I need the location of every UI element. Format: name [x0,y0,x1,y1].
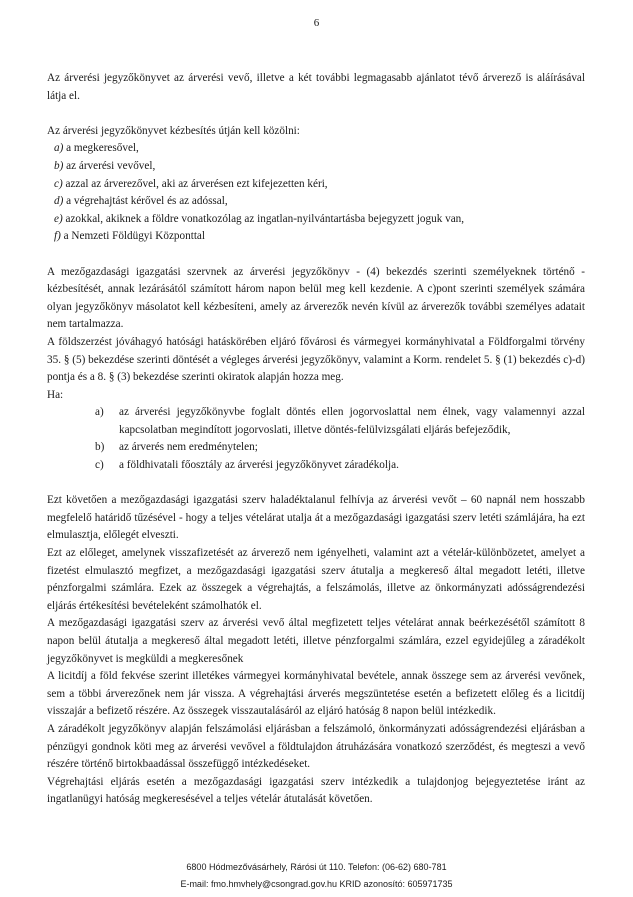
list-marker: b) [54,159,64,172]
list-marker: a) [54,142,64,155]
paragraph-payment-call: Ezt követően a mezőgazdasági igazgatási szerv haladéktalanul felhívja az árverési vevőt – 60 napnál nem hosszabb megfelelő határidő tűzésével - hogy a teljes vételárat utalja át a mezőgazdasági igazgatási szerv letéti számlájára, ha ezt elmulasztja, előlegét elveszti. [47,494,585,542]
list-marker: d) [54,195,64,208]
condition-text: az árverési jegyzőkönyvbe foglalt döntés ellen jogorvoslattal nem élnek, vagy valamennyi azzal kapcsolatban megindított jogorvoslati, illetve döntés-felülvizsgálati eljárás befejeződik, [119,406,585,436]
page-number: 6 [313,17,320,29]
list-item [47,228,585,246]
condition-item [95,439,585,457]
list-item [47,211,585,229]
paragraph-contract: A záradékolt jegyzőkönyv alapján felszámolási eljárásban a felszámoló, önkormányzati adósságrendezési eljárásban a pénzügyi gondnok köti meg az árverési vevővel a földtulajdon átruházására vonatkozó szerződést, és megteszi a vevő részére történő birtokbaadással összefüggő intézkedéseket. [47,722,585,771]
footer-address: 6800 Hódmezővásárhely, Rárósi út 110. Telefon: (06-62) 680-781 [186,862,447,872]
paragraph-signature: Az árverési jegyzőkönyvet az árverési vevő, illetve a két további legmagasabb ajánlatot tévő árverező is aláírásával látja el. [47,72,585,102]
condition-item [95,404,585,439]
paragraph-bid-fee: A licitdíj a föld fekvése szerint illetékes vármegyei kormányhivatal bevétele, annak összege sem az árverési vevőnek, sem a többi árverezőnek nem jár vissza. A végrehajtási árverés megszüntetése esetén a befizetett előleg és a licitdíj visszajár a befizető részére. Az összegek visszautalásáról az eljáró hatóság 8 napon belül intézkedik. [47,670,585,718]
list-item [47,140,585,158]
condition-list [47,404,585,474]
paragraph-delivery-deadline: A mezőgazdasági igazgatási szervnek az árverési jegyzőkönyv - (4) bekezdés szerinti személyeknek történő - kézbesítését, annak lezárásától számított három napon belül meg kell kezdenie. A c)pont szerinti személyek számára olyan jegyzőkönyv másolatot kell kézbesíteni, amely az árverezők nevén kívül az árverezők további személyes adatait nem tartalmazza. [47,265,585,331]
paragraph-authority-decision: A földszerzést jóváhagyó hatósági hatáskörében eljáró fővárosi és vármegyei kormányhivatal a Földforgalmi törvény 35. § (5) bekezdése szerinti döntését a végleges árverési jegyzőkönyv, valamint a Korm. rendelet 5. § (1) bekezdés c)-d) pontja és a 8. § (3) bekezdése szerinti okiratok alapján hozza meg. [47,335,585,384]
list-marker: f) [54,230,61,243]
delivery-list [47,140,585,246]
list-marker: e) [54,212,63,225]
list-item-text: azokkal, akiknek a földre vonatkozólag az ingatlan-nyilvántartásba bejegyzett joguk van, [65,212,465,225]
list-item-text: a Nemzeti Földügyi Központtal [63,230,206,243]
list-item-text: a végrehajtást kérővel és az adóssal, [66,195,228,208]
condition-marker: c) [95,459,104,472]
condition-marker: b) [95,441,105,454]
paragraph-delivery-intro: Az árverési jegyzőkönyvet kézbesítés útján kell közölni: [47,124,300,137]
list-item [47,176,585,194]
condition-marker: a) [95,406,104,419]
list-marker: c) [54,177,63,190]
paragraph-deposit: Ezt az előleget, amelynek visszafizetését az árverező nem igényelheti, valamint azt a vételár-különbözetet, amelyet a fizetést elmulasztó megfizet, a mezőgazdasági igazgatási szerv átutalja a megkereső által megadott letéti, illetve pénzforgalmi számlára. Ezek az összegek a végrehajtás, a felszámolás, illetve az önkormányzati adósságrendezési eljárás értékesítési bevételeként számolhatók el. [47,547,585,612]
list-item-text: az árverési vevővel, [66,159,156,172]
list-item [47,158,585,176]
paragraph-enforcement: Végrehajtási eljárás esetén a mezőgazdasági igazgatási szerv intézkedik a tulajdonjog bejegyeztetése iránt az ingatlanügyi hatóság megkeresésével a teljes vételár átutalását követően. [47,775,585,806]
document-body [47,70,585,809]
footer-contact: E-mail: fmo.hmvhely@csongrad.gov.hu KRID azonosító: 605971735 [180,879,453,889]
list-item-text: azzal az árverezővel, aki az árverésen ezt kifejezetten kéri, [65,177,328,190]
condition-text: az árverés nem eredménytelen; [119,441,258,454]
list-item-text: a megkeresővel, [66,142,139,155]
paragraph-if: Ha: [47,388,64,401]
condition-item [95,457,585,475]
list-item [47,193,585,211]
condition-text: a földhivatali főosztály az árverési jegyzőkönyvet záradékolja. [119,459,399,472]
paragraph-transfer: A mezőgazdasági igazgatási szerv az árverési vevő által megfizetett teljes vételárat annak beérkezésétől számított 8 napon belül átutalja a megkereső által megadott letéti, illetve pénzforgalmi számlára, ezzel egyidejűleg a záradékolt jegyzőkönyvet is megküldi a megkeresőnek [47,617,585,665]
